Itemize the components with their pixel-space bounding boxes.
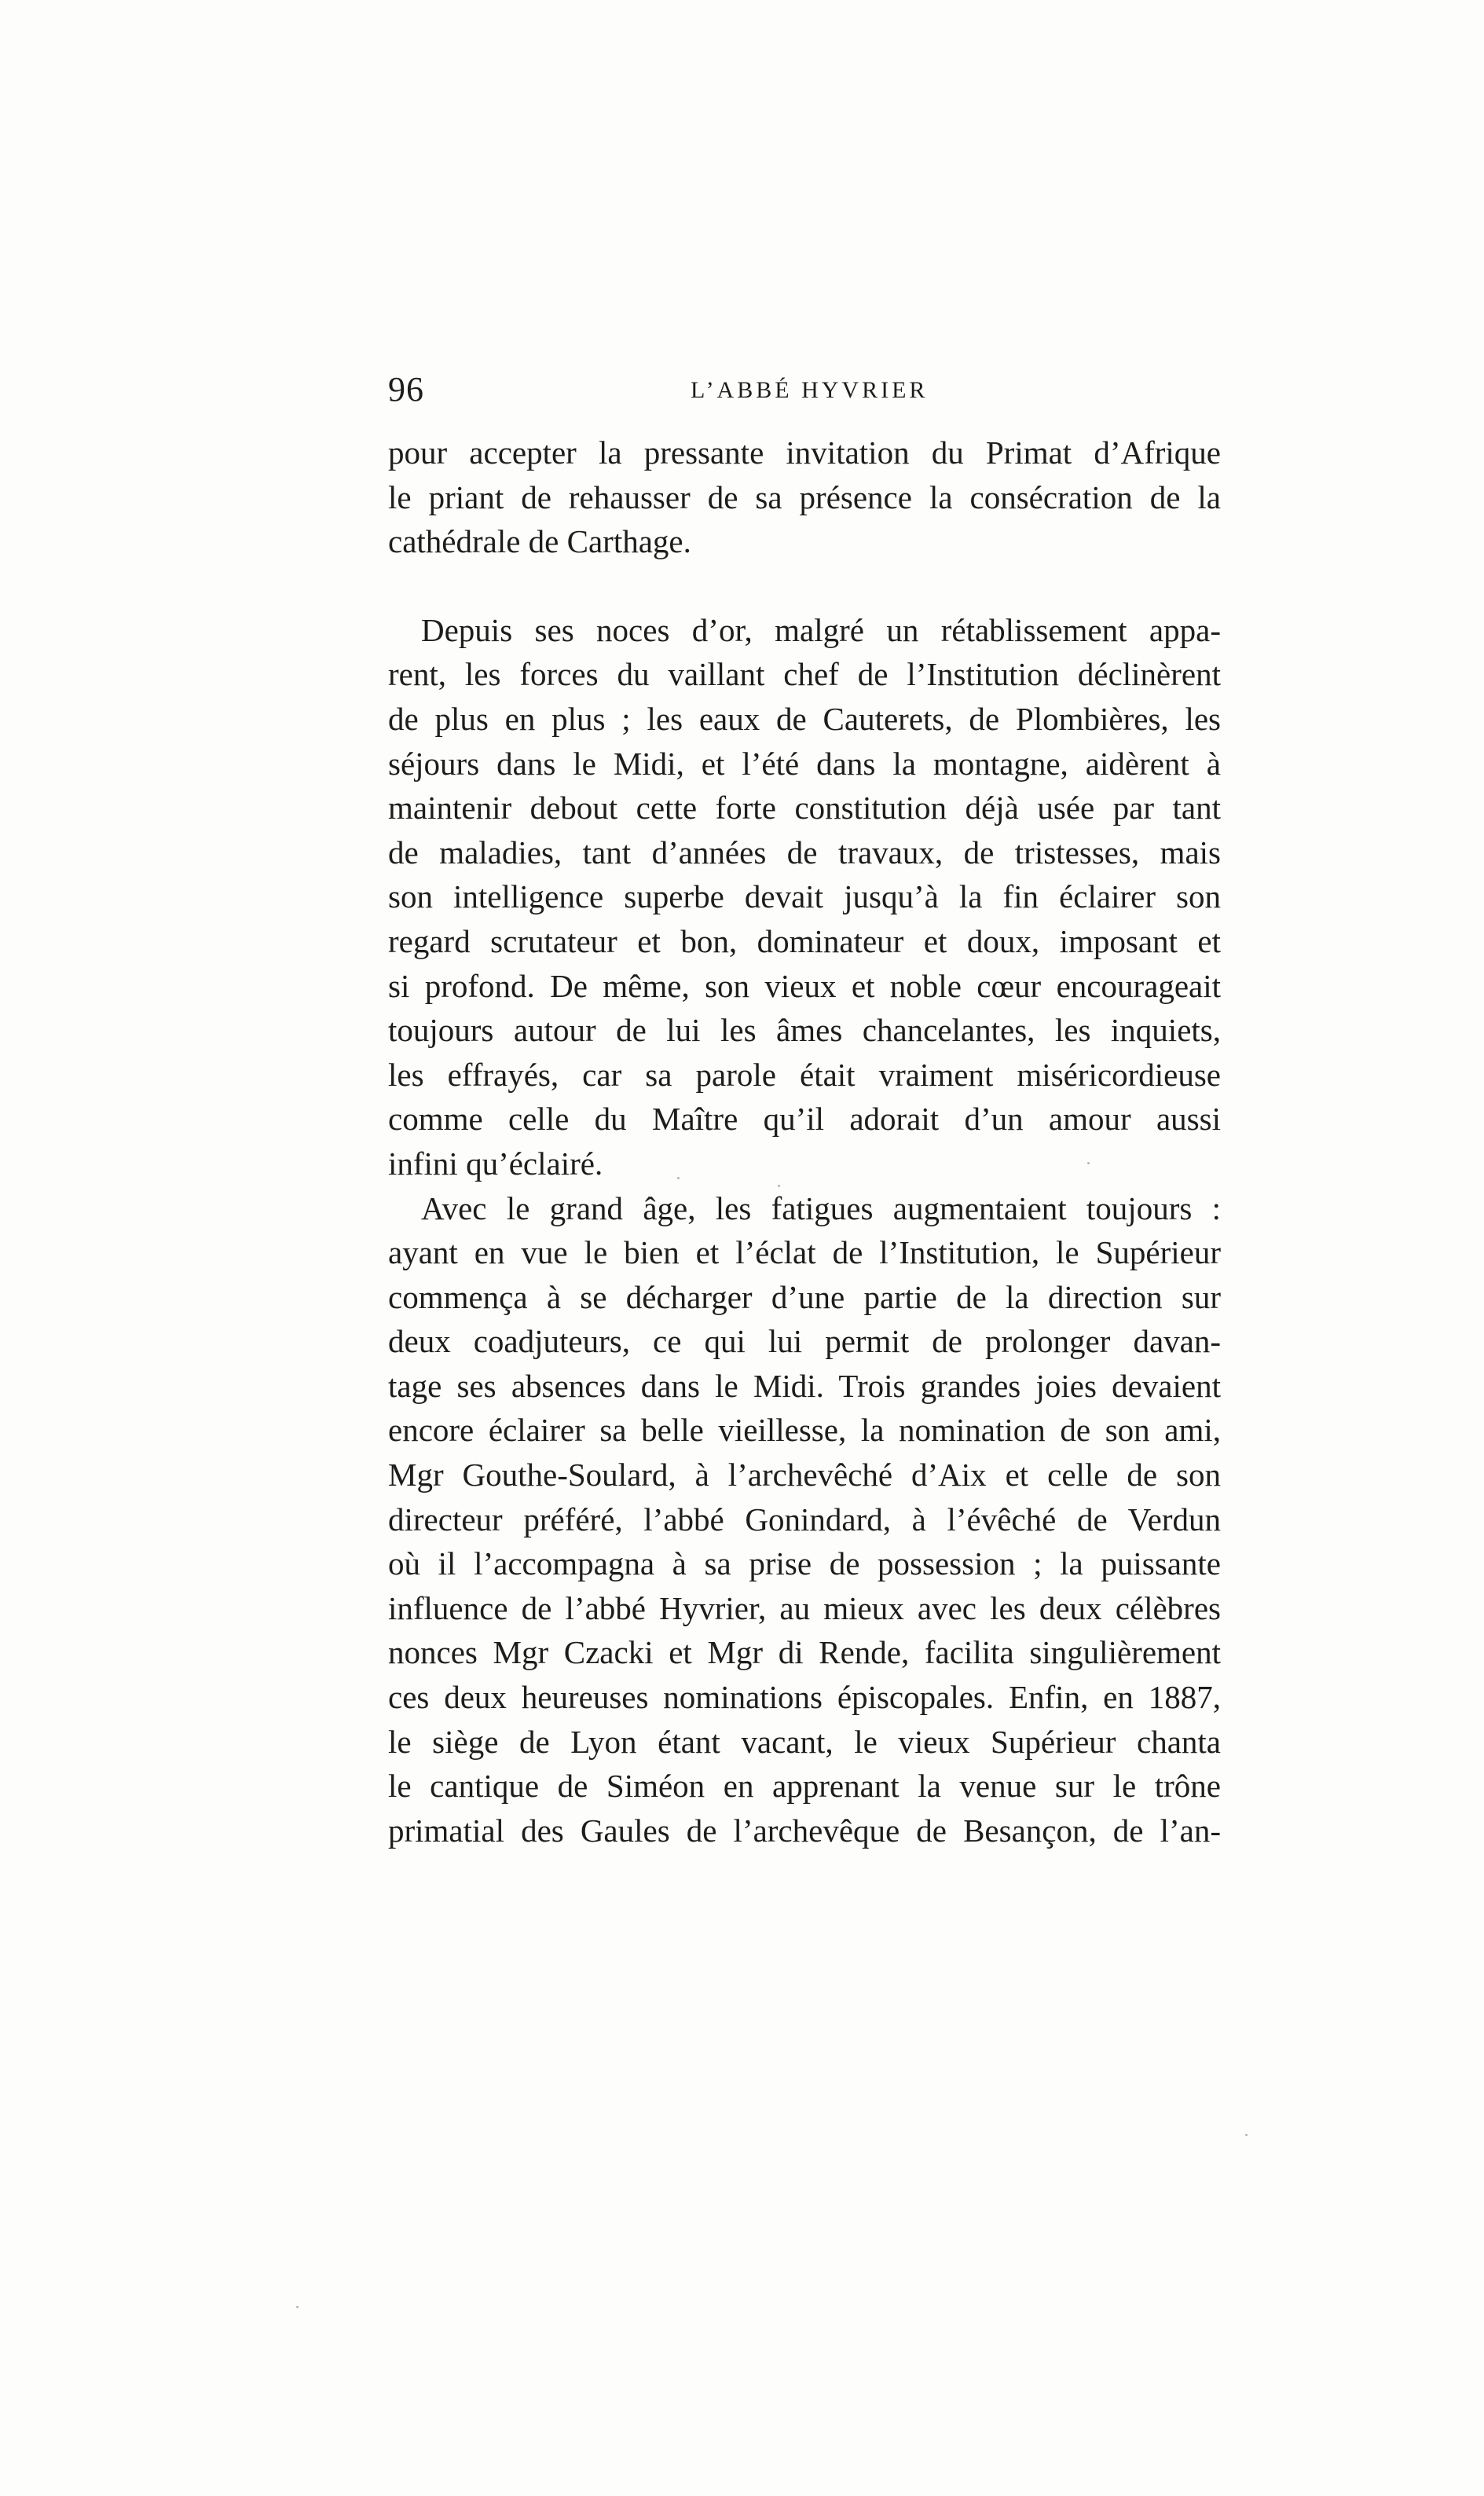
text-line: infini qu’éclairé. xyxy=(388,1145,603,1182)
paper-speck xyxy=(778,1185,780,1187)
text-line: de maladies, tant d’années de travaux, de tristesses, mais xyxy=(388,834,1221,870)
running-title: L’ABBÉ HYVRIER xyxy=(691,377,929,403)
page-number: 96 xyxy=(388,370,424,409)
text-line: comme celle du Maître qu’il adorait d’un amour aussi xyxy=(388,1101,1221,1138)
text-line: son intelligence superbe devait jusqu’à la fin éclairer son xyxy=(388,878,1221,915)
text-line: toujours autour de lui les âmes chancelantes, les inquiets, xyxy=(388,1012,1221,1049)
text-line: influence de l’abbé Hyvrier, au mieux avec les deux célèbres xyxy=(388,1589,1221,1626)
paragraph-2 xyxy=(388,608,1221,1186)
text-line: de plus en plus ; les eaux de Cauterets, de Plombières, les xyxy=(388,700,1221,737)
paragraph-1 xyxy=(388,431,1221,564)
text-line: nonces Mgr Czacki et Mgr di Rende, facilita singulièrement xyxy=(388,1634,1221,1671)
paper-speck xyxy=(1087,1162,1090,1164)
text-line: où il l’accompagna à sa prise de possession ; la puissante xyxy=(388,1545,1221,1582)
text-line: les effrayés, car sa parole était vraiment miséricordieuse xyxy=(388,1056,1221,1093)
text-line: encore éclairer sa belle vieillesse, la nomination de son ami, xyxy=(388,1412,1221,1449)
paper-speck xyxy=(677,1177,680,1179)
text-line: Depuis ses noces d’or, malgré un rétablissement appa- xyxy=(421,611,1221,648)
text-line: Mgr Gouthe-Soulard, à l’archevêché d’Aix et celle de son xyxy=(388,1457,1221,1494)
paper-speck xyxy=(1245,2134,1248,2136)
text-line: pour accepter la pressante invitation du Primat d’Afrique xyxy=(388,434,1221,471)
text-line: tage ses absences dans le Midi. Trois grandes joies devaient xyxy=(388,1367,1221,1404)
text-line: ayant en vue le bien et l’éclat de l’Institution, le Supérieur xyxy=(388,1234,1221,1271)
text-line: deux coadjuteurs, ce qui lui permit de prolonger davan- xyxy=(388,1323,1221,1360)
text-line: primatial des Gaules de l’archevêque de Besançon, de l’an- xyxy=(388,1812,1221,1849)
text-line: séjours dans le Midi, et l’été dans la montagne, aidèrent à xyxy=(388,745,1221,782)
text-line: regard scrutateur et bon, dominateur et doux, imposant et xyxy=(388,922,1221,959)
text-line: commença à se décharger d’une partie de la direction sur xyxy=(388,1278,1221,1315)
paper-speck xyxy=(296,2306,299,2308)
text-line: Avec le grand âge, les fatigues augmentaient toujours : xyxy=(421,1189,1221,1226)
body-text xyxy=(388,431,1221,1853)
text-line: si profond. De même, son vieux et noble cœur encourageait xyxy=(388,967,1221,1004)
text-line: cathédrale de Carthage. xyxy=(388,523,691,560)
text-line: directeur préféré, l’abbé Gonindard, à l’évêché de Verdun xyxy=(388,1501,1221,1538)
text-line: le priant de rehausser de sa présence la consécration de la xyxy=(388,478,1221,515)
text-line: maintenir debout cette forte constitution déjà usée par tant xyxy=(388,790,1221,827)
text-line: rent, les forces du vaillant chef de l’Institution déclinèrent xyxy=(388,656,1221,693)
text-line: ces deux heureuses nominations épiscopales. Enfin, en 1887, xyxy=(388,1679,1221,1716)
page-header xyxy=(388,369,1221,416)
text-line: le siège de Lyon étant vacant, le vieux Supérieur chanta xyxy=(388,1723,1221,1760)
paragraph-spacer xyxy=(388,564,1221,608)
paragraph-3 xyxy=(388,1186,1221,1853)
text-line: le cantique de Siméon en apprenant la venue sur le trône xyxy=(388,1768,1221,1805)
